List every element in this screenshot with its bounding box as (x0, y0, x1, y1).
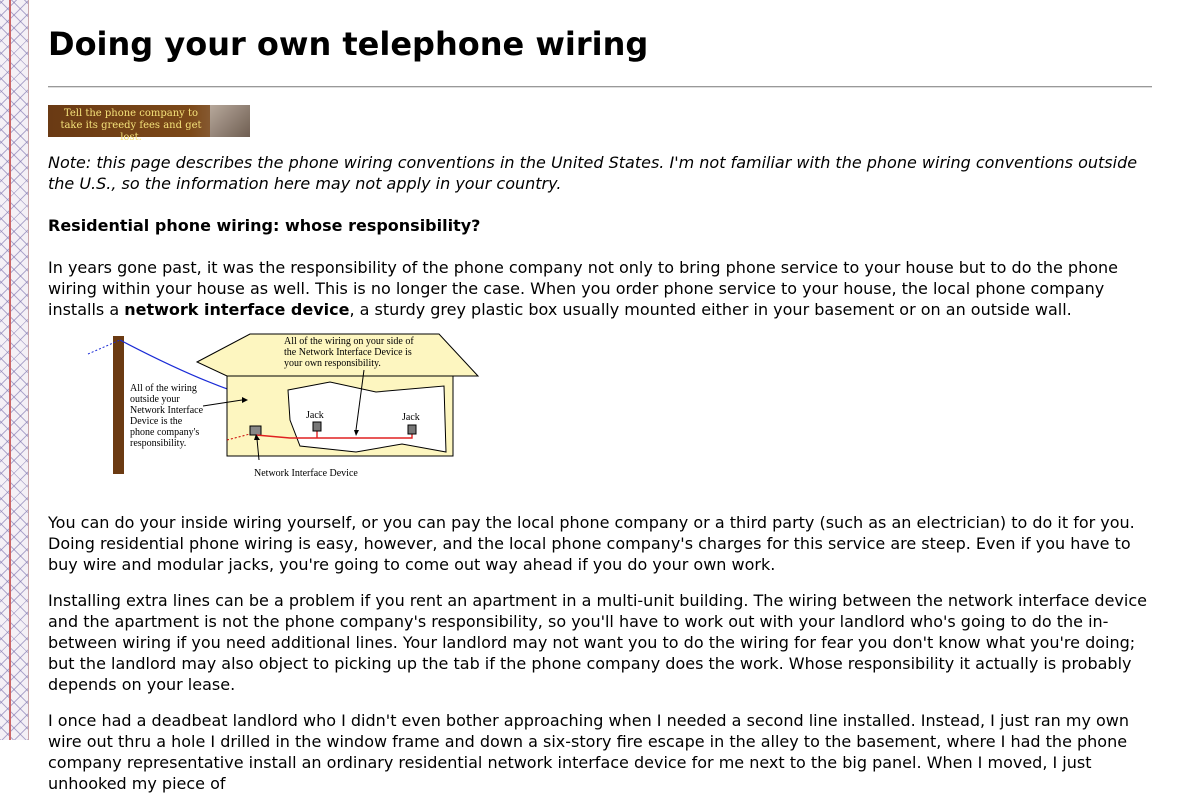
inside-label-line: your own responsibility. (284, 358, 381, 369)
jack-label: Jack (306, 410, 324, 421)
jack-1 (313, 422, 321, 431)
outside-label-line: Device is the (130, 416, 183, 427)
paragraph-text: , a sturdy grey plastic box usually mounted either in your basement or on an outside wall. (349, 300, 1072, 319)
page-content (48, 0, 1152, 794)
telephone-pole (113, 336, 124, 474)
paragraph-responsibility (48, 257, 1152, 320)
network-interface-device-term: network interface device (124, 300, 350, 319)
banner-photo (210, 105, 250, 137)
jack-label: Jack (402, 412, 420, 423)
wiring-diagram-svg (84, 334, 524, 484)
section-heading: Residential phone wiring: whose responsibility? (48, 216, 481, 235)
banner-ad-link[interactable] (48, 105, 250, 143)
outside-label-line: All of the wiring (130, 383, 197, 394)
us-conventions-note: Note: this page describes the phone wiring conventions in the United States. I'm not familiar with the phone wiring conventions outside the U.S., so the information here may not apply in your country. (48, 153, 1138, 193)
nid-box (250, 426, 261, 435)
title-divider (48, 86, 1152, 88)
outside-label-line: outside your (130, 394, 180, 405)
inside-label-line: All of the wiring on your side of (284, 336, 414, 347)
outside-label-line: phone company's (130, 427, 200, 438)
nid-label: Network Interface Device (254, 468, 358, 479)
decorative-left-border (0, 0, 29, 740)
outside-label-line: Network Interface (130, 405, 204, 416)
banner-text: Tell the phone company to take its greedy fees and get lost. (60, 108, 202, 143)
inside-label-line: the Network Interface Device is (284, 347, 412, 358)
paragraph-landlord-story: I once had a deadbeat landlord who I didn't even bother approaching when I needed a second line installed. Instead, I just ran my own wire out thru a hole I drilled in the window frame and down a six-story fire escape in the alley to the basement, where I had the phone company representative install an ordinary residential network interface device for me next to the big panel. When I moved, I just unhooked my piece of (48, 711, 1130, 793)
paragraph-diy-wiring: You can do your inside wiring yourself, or you can pay the local phone company or a third party (such as an electrician) to do it for you. Doing residential phone wiring is easy, however, and the local phone company's charges for this service are steep. Even if you have to buy wire and modular jacks, you're going to come out way ahead if you do your own work. (48, 513, 1135, 574)
jack-2 (408, 425, 416, 434)
page-title: Doing your own telephone wiring (48, 25, 649, 63)
paragraph-extra-lines: Installing extra lines can be a problem if you rent an apartment in a multi-unit building. The wiring between the network interface device and the apartment is not the phone company's responsibility, so you'll have to work out with your landlord who's going to do the in-between wiring if you need additional lines. Your landlord may not want you to do the wiring for fear you don't know what you're doing; but the landlord may also object to picking up the tab if the phone company does the work. Whose responsibility it actually is probably depends on your lease. (48, 591, 1147, 694)
outside-label-line: responsibility. (130, 438, 187, 449)
wiring-diagram (84, 334, 524, 484)
paragraph-text: In years gone past, it was the responsibility of the phone company not only to bring phone service to your house but to do the phone wiring within your house as well. This is no longer the case. When you order phone service to your house, the local phone company installs a (48, 258, 1118, 319)
